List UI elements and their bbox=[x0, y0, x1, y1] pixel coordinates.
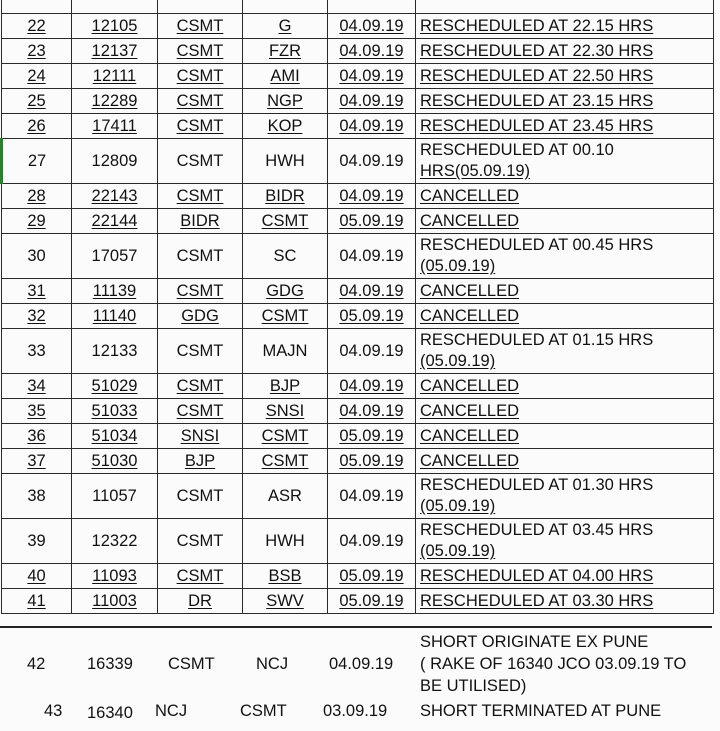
table-row bbox=[2, 114, 714, 139]
table-row-cut bbox=[2, 0, 714, 14]
status-text: CANCELLED bbox=[416, 424, 714, 449]
status-text: RESCHEDULED AT 23.45 HRS bbox=[416, 114, 714, 139]
to-station: SNSI bbox=[243, 399, 328, 424]
train-number: 11139 bbox=[72, 279, 158, 304]
status-line-1: SHORT ORIGINATE EX PUNE bbox=[420, 633, 649, 651]
status-text: CANCELLED bbox=[416, 449, 714, 474]
status-text: RESCHEDULED AT 23.15 HRS bbox=[416, 89, 714, 114]
serial-number: 31 bbox=[2, 279, 72, 304]
from-station: SNSI bbox=[158, 424, 243, 449]
table-row bbox=[2, 64, 714, 89]
to-station: KOP bbox=[243, 114, 328, 139]
table-row bbox=[2, 374, 714, 399]
journey-date: 05.09.19 bbox=[328, 209, 416, 234]
from-station: CSMT bbox=[158, 519, 243, 564]
serial-number: 35 bbox=[2, 399, 72, 424]
journey-date: 04.09.19 bbox=[328, 14, 416, 39]
to-station: MAJN bbox=[243, 329, 328, 374]
train-number: 51030 bbox=[72, 449, 158, 474]
train-number: 11140 bbox=[72, 304, 158, 329]
from-station: CSMT bbox=[158, 474, 243, 519]
table-row bbox=[2, 564, 714, 589]
serial-number: 37 bbox=[2, 449, 72, 474]
train-number: 12111 bbox=[72, 64, 158, 89]
to-station: CSMT bbox=[243, 209, 328, 234]
status-text: RESCHEDULED AT 00.45 HRS (05.09.19) bbox=[416, 234, 714, 279]
status-text: RESCHEDULED AT 22.15 HRS bbox=[416, 14, 714, 39]
to-station: CSMT bbox=[243, 424, 328, 449]
to-station: ASR bbox=[243, 474, 328, 519]
journey-date: 05.09.19 bbox=[328, 424, 416, 449]
from-station: CSMT bbox=[158, 114, 243, 139]
to-station: BJP bbox=[243, 374, 328, 399]
train-number: 17057 bbox=[72, 234, 158, 279]
serial-number: 22 bbox=[2, 14, 72, 39]
to-station: CSMT bbox=[243, 449, 328, 474]
journey-date: 05.09.19 bbox=[328, 564, 416, 589]
status-text: RESCHEDULED AT 22.50 HRS bbox=[416, 64, 714, 89]
status-text: CANCELLED bbox=[416, 209, 714, 234]
serial-number: 27 bbox=[2, 139, 72, 184]
train-number: 12133 bbox=[72, 329, 158, 374]
status-line-2: ( RAKE OF 16340 JCO 03.09.19 TO bbox=[420, 655, 687, 673]
from-station: DR bbox=[158, 589, 243, 614]
train-number: 12105 bbox=[72, 14, 158, 39]
table-row bbox=[2, 399, 714, 424]
serial-number: 41 bbox=[2, 589, 72, 614]
table-row bbox=[2, 14, 714, 39]
serial-number: 40 bbox=[2, 564, 72, 589]
train-number: 12809 bbox=[72, 139, 158, 184]
to-station: SWV bbox=[243, 589, 328, 614]
serial-number: 28 bbox=[2, 184, 72, 209]
journey-date: 05.09.19 bbox=[328, 304, 416, 329]
table-row bbox=[2, 424, 714, 449]
from-station: CSMT bbox=[158, 89, 243, 114]
journey-date: 04.09.19 bbox=[328, 329, 416, 374]
journey-date: 04.09.19 bbox=[328, 279, 416, 304]
journey-date: 04.09.19 bbox=[328, 234, 416, 279]
train-number: 12289 bbox=[72, 89, 158, 114]
from-station: BJP bbox=[158, 449, 243, 474]
serial-number: 33 bbox=[2, 329, 72, 374]
train-number: 11057 bbox=[72, 474, 158, 519]
from-station: CSMT bbox=[158, 329, 243, 374]
to-station: CSMT bbox=[243, 304, 328, 329]
status-text: CANCELLED bbox=[416, 184, 714, 209]
status-text: RESCHEDULED AT 03.45 HRS (05.09.19) bbox=[416, 519, 714, 564]
serial-number: 34 bbox=[2, 374, 72, 399]
status-text: RESCHEDULED AT 00.10 HRS(05.09.19) bbox=[416, 139, 714, 184]
journey-date: 04.09.19 bbox=[328, 519, 416, 564]
from-station: CSMT bbox=[158, 399, 243, 424]
table-row bbox=[2, 139, 714, 184]
journey-date: 04.09.19 bbox=[328, 374, 416, 399]
to-station: GDG bbox=[243, 279, 328, 304]
journey-date: 04.09.19 bbox=[328, 39, 416, 64]
train-number: 12137 bbox=[72, 39, 158, 64]
serial-number: 26 bbox=[2, 114, 72, 139]
table-row bbox=[2, 449, 714, 474]
train-number: 17411 bbox=[72, 114, 158, 139]
status-text: RESCHEDULED AT 03.30 HRS bbox=[416, 589, 714, 614]
serial-number: 29 bbox=[2, 209, 72, 234]
status-line-3: BE UTILISED) bbox=[420, 677, 527, 695]
from-station: CSMT bbox=[158, 139, 243, 184]
table-row bbox=[0, 700, 720, 726]
from-station: CSMT bbox=[158, 374, 243, 399]
table-row bbox=[2, 39, 714, 64]
table-row bbox=[0, 631, 720, 701]
journey-date: 04.09.19 bbox=[329, 655, 394, 673]
from-station: CSMT bbox=[158, 184, 243, 209]
train-number: 22144 bbox=[72, 209, 158, 234]
to-station: NGP bbox=[243, 89, 328, 114]
train-number: 16339 bbox=[87, 655, 133, 673]
to-station: NCJ bbox=[256, 655, 289, 673]
serial-number: 42 bbox=[27, 655, 46, 673]
to-station: BIDR bbox=[243, 184, 328, 209]
serial-number: 43 bbox=[44, 702, 63, 720]
train-number: 51033 bbox=[72, 399, 158, 424]
table-row bbox=[2, 519, 714, 564]
to-station: SC bbox=[243, 234, 328, 279]
table-row bbox=[2, 209, 714, 234]
serial-number: 38 bbox=[2, 474, 72, 519]
journey-date: 05.09.19 bbox=[328, 449, 416, 474]
table-row bbox=[2, 279, 714, 304]
train-number: 51034 bbox=[72, 424, 158, 449]
table-row bbox=[2, 589, 714, 614]
serial-number: 25 bbox=[2, 89, 72, 114]
serial-number: 32 bbox=[2, 304, 72, 329]
status-text: RESCHEDULED AT 04.00 HRS bbox=[416, 564, 714, 589]
train-number: 51029 bbox=[72, 374, 158, 399]
status-text: RESCHEDULED AT 22.30 HRS bbox=[416, 39, 714, 64]
journey-date: 04.09.19 bbox=[328, 89, 416, 114]
to-station: AMI bbox=[243, 64, 328, 89]
journey-date: 05.09.19 bbox=[328, 589, 416, 614]
to-station: G bbox=[243, 14, 328, 39]
serial-number: 39 bbox=[2, 519, 72, 564]
journey-date: 04.09.19 bbox=[328, 474, 416, 519]
train-number: 11003 bbox=[72, 589, 158, 614]
train-number: 22143 bbox=[72, 184, 158, 209]
from-station: CSMT bbox=[158, 564, 243, 589]
table-row bbox=[2, 89, 714, 114]
table-divider bbox=[0, 626, 712, 628]
train-number: 16340 bbox=[87, 704, 133, 722]
to-station: FZR bbox=[243, 39, 328, 64]
status-text: SHORT TERMINATED AT PUNE bbox=[420, 702, 662, 720]
serial-number: 23 bbox=[2, 39, 72, 64]
to-station: BSB bbox=[243, 564, 328, 589]
from-station: CSMT bbox=[158, 64, 243, 89]
from-station: CSMT bbox=[158, 234, 243, 279]
journey-date: 04.09.19 bbox=[328, 64, 416, 89]
serial-number: 30 bbox=[2, 234, 72, 279]
status-text: RESCHEDULED AT 01.30 HRS (05.09.19) bbox=[416, 474, 714, 519]
journey-date: 04.09.19 bbox=[328, 399, 416, 424]
status-text: RESCHEDULED AT 01.15 HRS (05.09.19) bbox=[416, 329, 714, 374]
table-row bbox=[2, 474, 714, 519]
train-number: 11093 bbox=[72, 564, 158, 589]
table-row bbox=[2, 234, 714, 279]
table-row bbox=[2, 329, 714, 374]
from-station: CSMT bbox=[158, 279, 243, 304]
from-station: CSMT bbox=[158, 39, 243, 64]
from-station: CSMT bbox=[168, 655, 215, 673]
status-text: CANCELLED bbox=[416, 304, 714, 329]
journey-date: 04.09.19 bbox=[328, 114, 416, 139]
table-row bbox=[2, 184, 714, 209]
table-row bbox=[2, 304, 714, 329]
to-station: HWH bbox=[243, 139, 328, 184]
status-text: CANCELLED bbox=[416, 374, 714, 399]
journey-date: 03.09.19 bbox=[323, 702, 388, 720]
serial-number: 36 bbox=[2, 424, 72, 449]
journey-date: 04.09.19 bbox=[328, 184, 416, 209]
status-text: CANCELLED bbox=[416, 399, 714, 424]
to-station: CSMT bbox=[240, 702, 287, 720]
serial-number: 24 bbox=[2, 64, 72, 89]
from-station: GDG bbox=[158, 304, 243, 329]
train-number: 12322 bbox=[72, 519, 158, 564]
to-station: HWH bbox=[243, 519, 328, 564]
from-station: CSMT bbox=[158, 14, 243, 39]
from-station: NCJ bbox=[155, 702, 188, 720]
from-station: BIDR bbox=[158, 209, 243, 234]
journey-date: 04.09.19 bbox=[328, 139, 416, 184]
status-text: CANCELLED bbox=[416, 279, 714, 304]
